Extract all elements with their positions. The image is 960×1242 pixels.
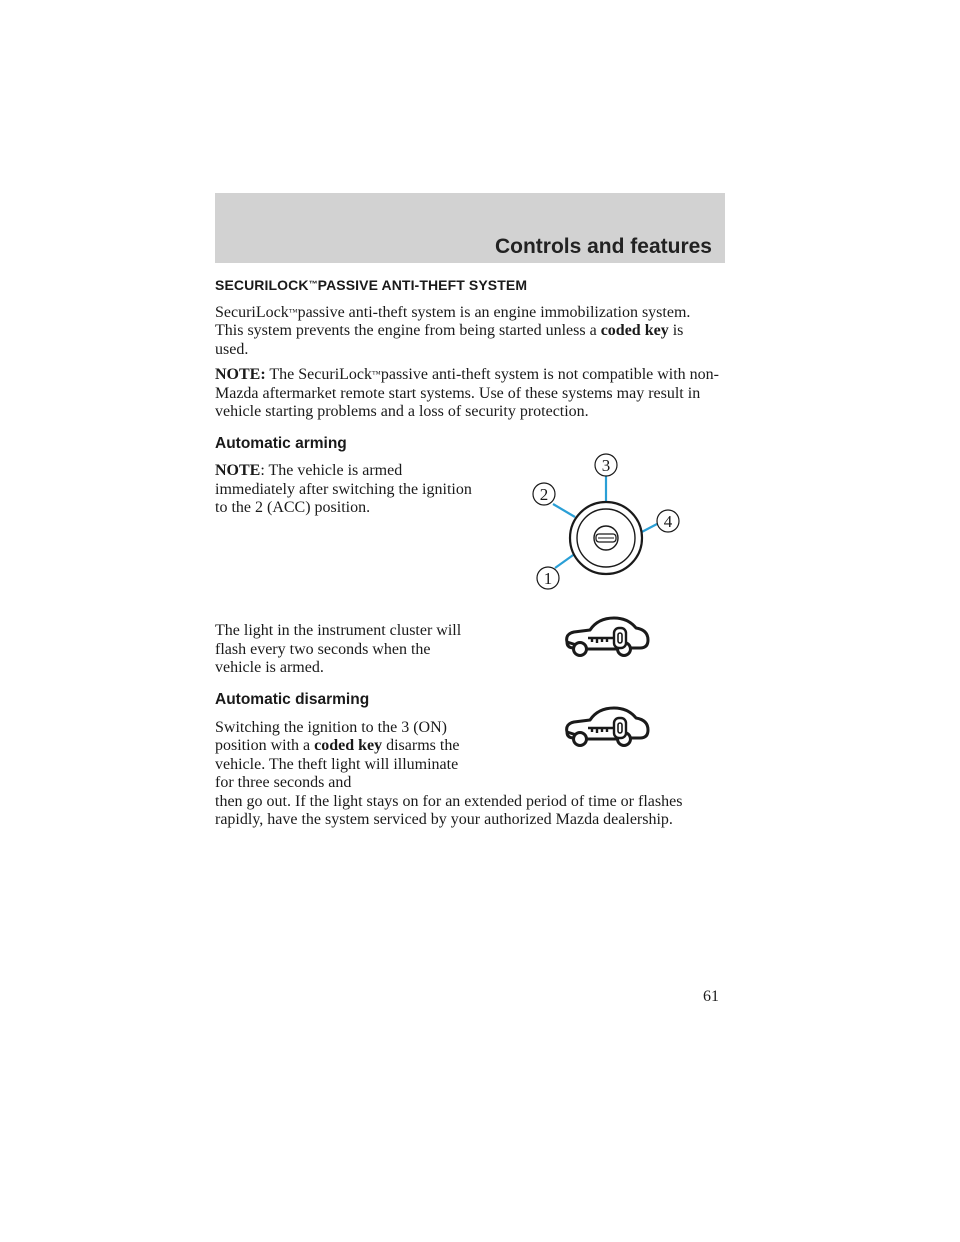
page-number: 61 [703, 988, 719, 1005]
position-line-2 [553, 504, 575, 517]
ignition-switch-diagram [525, 448, 695, 598]
section-header-title: Controls and features [494, 235, 712, 258]
section-title: SECURILOCK™PASSIVE ANTI-THEFT SYSTEM [215, 277, 528, 293]
position-label-2: 2 [539, 485, 549, 504]
arming-note: NOTE: The vehicle is armed immediately after switching the ignition to the 2 (ACC) position. [215, 462, 472, 516]
arming-heading: Automatic arming [215, 434, 347, 452]
theft-indicator-car-key-icon [562, 702, 652, 750]
section-header-band [215, 193, 725, 263]
position-label-3: 3 [601, 456, 611, 475]
disarming-paragraph: Switching the ignition to the 3 (ON) position with a coded key disarms the vehicle. The theft light will illuminate for three seconds and then go out. If the light stays on for an extended period of time or flashes rapidly, have the system serviced by your authorized Mazda dealership. [215, 718, 683, 828]
position-line-1 [555, 553, 576, 568]
intro-paragraph: SecuriLock™passive anti-theft system is an engine immobilization system. This system prevents the engine from being started unless a coded key is used. [215, 303, 691, 358]
disarming-heading: Automatic disarming [215, 691, 370, 708]
theft-indicator-car-key-icon [562, 612, 652, 660]
position-label-1: 1 [543, 569, 553, 588]
note-paragraph: NOTE: The SecuriLock™passive anti-theft system is not compatible with non-Mazda aftermarket remote start systems. Use of these systems may result in vehicle starting problems and a loss of security protection. [215, 366, 720, 420]
armed-light-text: The light in the instrument cluster will flash every two seconds when the vehicle is armed. [215, 622, 462, 676]
position-label-4: 4 [663, 512, 673, 531]
